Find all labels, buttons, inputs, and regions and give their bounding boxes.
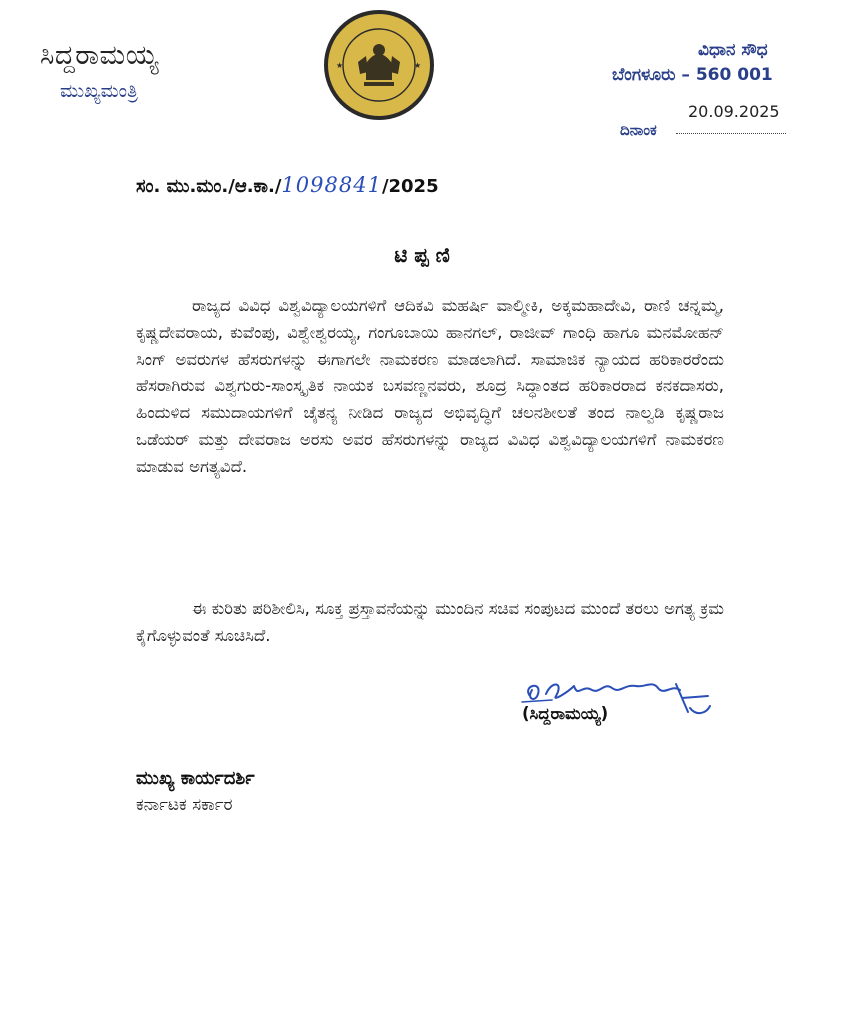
date-dotted-line [676,133,786,134]
paragraph-2-text: ಈ ಕುರಿತು ಪರಿಶೀಲಿಸಿ, ಸೂಕ್ತ ಪ್ರಸ್ತಾವನೆಯನ್ನು ಮುಂದಿನ ಸಚಿವ ಸಂಪುಟದ ಮುಂದೆ ತರಲು ಅಗತ್ಯ ಕ್ರಮ ಕೈಗೊಳ್ಳುವಂತೆ ಸೂಚಿಸಿದೆ. [136,599,724,645]
reference-year: /2025 [381,176,439,197]
signatory-name: (ಸಿದ್ದರಾಮಯ್ಯ) [522,704,609,723]
svg-text:★: ★ [414,61,422,70]
address-line-2: ಬೆಂಗಳೂರು – 560 001 [612,65,773,85]
reference-number [136,173,439,197]
body-paragraph-2 [136,596,724,650]
paragraph-1-text: ರಾಜ್ಯದ ವಿವಿಧ ವಿಶ್ವವಿದ್ಯಾಲಯಗಳಿಗೆ ಆದಿಕವಿ ಮಹರ್ಷಿ ವಾಲ್ಮೀಕಿ, ಅಕ್ಕಮಹಾದೇವಿ, ರಾಣಿ ಚನ್ನಮ್ಮ, ಕೃಷ್ಣದೇವರಾಯ, ಕುವೆಂಪು, ವಿಶ್ವೇಶ್ವರಯ್ಯ, ಗಂಗೂಬಾಯಿ ಹಾನಗಲ್, ರಾಜೀವ್ ಗಾಂಧಿ ಹಾಗೂ ಮನಮೋಹನ್ ಸಿಂಗ್ ಅವರುಗಳ ಹೆಸರುಗಳನ್ನು ಈಗಾಗಲೇ ನಾಮಕರಣ ಮಾಡಲಾಗಿದೆ. ಸಾಮಾಜಿಕ ನ್ಯಾಯದ ಹರಿಕಾರರೆಂದು ಹೆಸರಾಗಿರುವ ವಿಶ್ವಗುರು-ಸಾಂಸ್ಕೃತಿಕ ನಾಯಕ ಬಸವಣ್ಣನವರು, ಶೂದ್ರ ಸಿದ್ಧಾಂತದ ಹರಿಕಾರರಾದ ಕನಕದಾಸರು, ಹಿಂದುಳಿದ ಸಮುದಾಯಗಳಿಗೆ ಚೈತನ್ಯ ನೀಡಿದ ರಾಜ್ಯದ ಅಭಿವೃದ್ಧಿಗೆ ಚಲನಶೀಲತೆ ತಂದ ನಾಲ್ವಡಿ ಕೃಷ್ಣರಾಜ ಒಡೆಯರ್ ಮತ್ತು ದೇವರಾಜ ಅರಸು ಅವರ ಹೆಸರುಗಳನ್ನು ರಾಜ್ಯದ ವಿವಿಧ ವಿಶ್ವವಿದ್ಯಾಲಯಗಳಿಗೆ ನಾಮಕರಣ ಮಾಡುವ ಅಗತ್ಯವಿದೆ. [136,296,724,476]
address-line-1: ವಿಧಾನ ಸೌಧ [698,40,768,60]
reference-handwritten-number: 1098841 [281,173,382,197]
reference-prefix: ಸಂ. ಮು.ಮಂ./ಆ.ಕಾ./ [136,176,282,197]
note-heading: ಟಿ ಪ್ಪ ಣಿ [394,243,450,267]
government-seal-icon [322,8,436,122]
addressee-organization: ಕರ್ನಾಟಕ ಸರ್ಕಾರ [136,795,233,815]
date-value: 20.09.2025 [688,102,780,121]
svg-text:★: ★ [336,61,344,70]
body-paragraph-1 [136,293,724,481]
sender-title: ಮುಖ್ಯಮಂತ್ರಿ [60,80,138,102]
addressee-title: ಮುಖ್ಯ ಕಾರ್ಯದರ್ಶಿ [136,768,255,789]
date-label: ದಿನಾಂಕ [620,121,657,139]
sender-name: ಸಿದ್ದರಾಮಯ್ಯ [40,40,159,71]
